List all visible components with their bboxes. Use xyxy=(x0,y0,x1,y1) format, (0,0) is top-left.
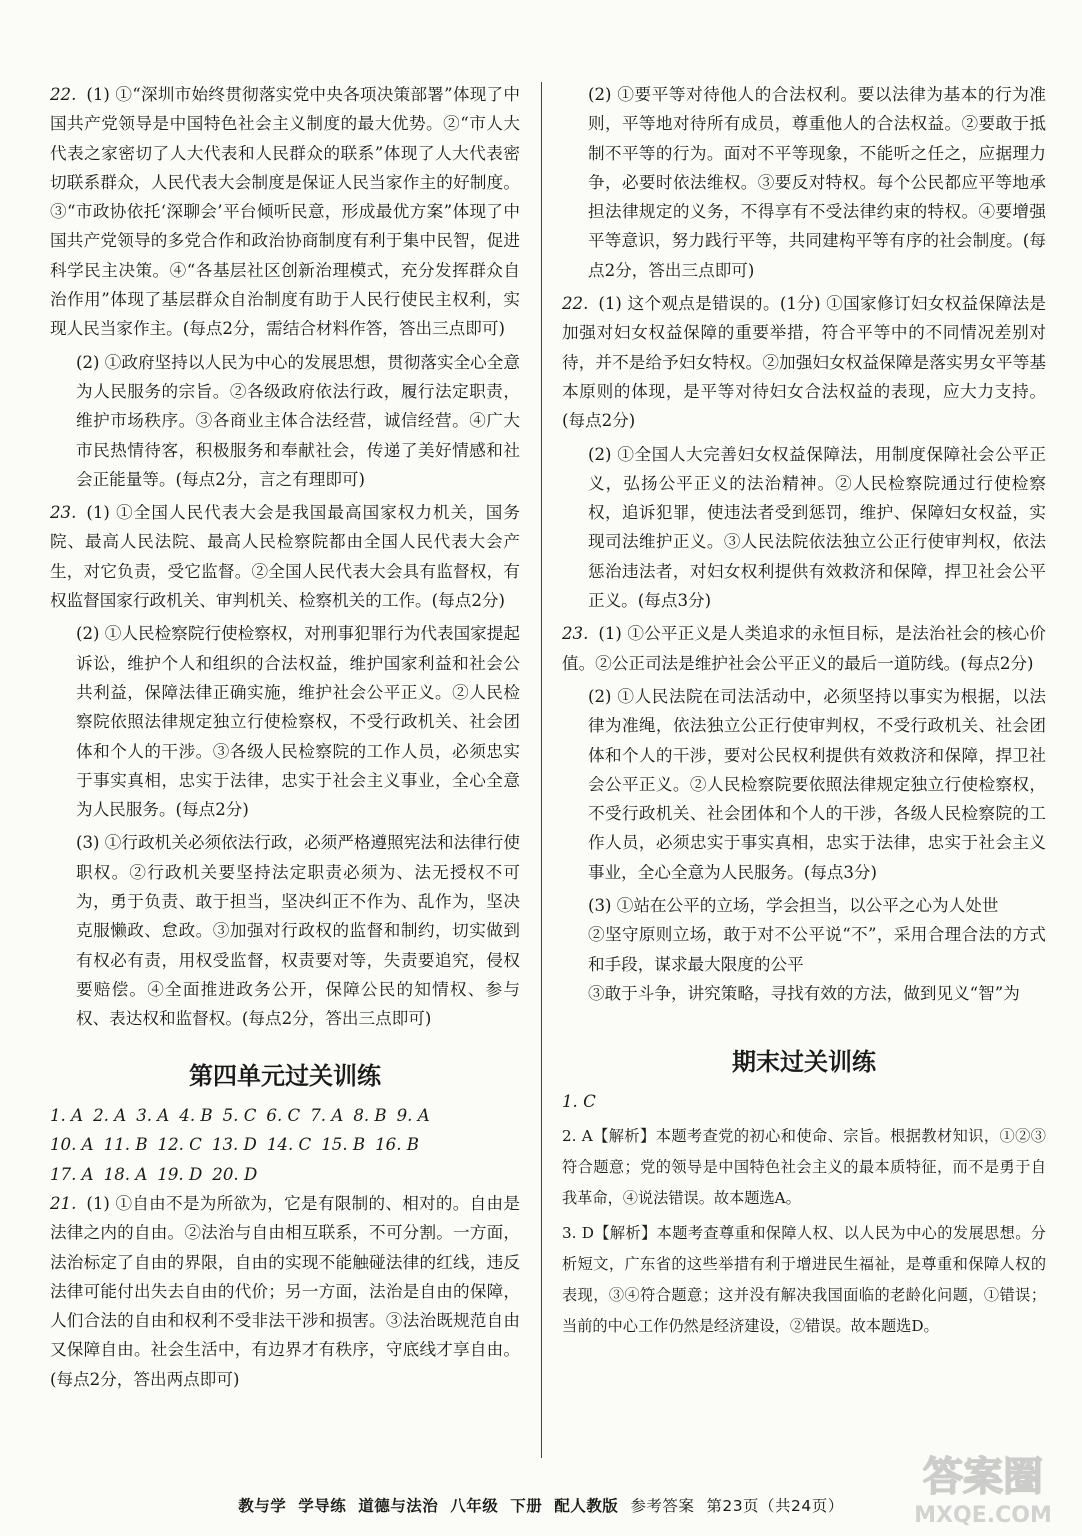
answer-row-1: 1. A 2. A 3. A 4. B 5. C 6. C 7. A 8. B 9. A xyxy=(50,1105,430,1125)
left-column xyxy=(50,80,520,1398)
q21-part1: 21. (1) ①自由不是为所欲为，它是有限制的、相对的。自由是法律之内的自由。②法治与自由相互联系，不可分割。一方面，法治标定了自由的界限，自由的实现不能触碰法律的红线，违反法律可能付出失去自由的代价；另一方面，法治是自由的保障，人们合法的自由和权利不受非法干涉和损害。③法治既规范自由又保障自由。社会生活中，有边界才有秩序，守底线才享自由。(每点2分，答出两点即可) xyxy=(50,1194,520,1389)
section-title-final: 期末过关训练 xyxy=(732,1048,876,1077)
final-answer-1: 1. C xyxy=(562,1092,596,1112)
q23-part2: (2) ①人民检察院行使检察权，对刑事犯罪行为代表国家提起诉讼，维护个人和组织的合法权益，维护国家利益和社会公共利益，保障法律正确实施，维护社会公平正义。②人民检察院依照法律规定独立行使检察权，不受行政机关、社会团体和个人的干涉。③各级人民检察院的工作人员，必须忠实于事实真相，忠实于法律，忠实于社会主义事业，全心全意为人民服务。(每点2分) xyxy=(76,624,520,820)
question-number: 22. xyxy=(50,85,77,104)
right-column xyxy=(562,80,1046,1346)
answer-row-2: 10. A 11. B 12. C 13. D 14. C 15. B 16. B xyxy=(50,1135,419,1154)
q22-part2: (2) ①政府坚持以人民为中心的发展思想，贯彻落实全心全意为人民服务的宗旨。②各级政府依法行政，履行法定职责，维护市场秩序。③各商业主体合法经营，诚信经营。④广大市民热情待客，积极服务和奉献社会，传递了美好情感和社会正能量等。(每点2分，言之有理即可) xyxy=(76,352,520,489)
question-number: 23. xyxy=(50,503,77,523)
question-number: 21. xyxy=(50,1194,77,1213)
q23-part1-right: 23. (1) ①公平正义是人类追求的永恒目标，是法治社会的核心价值。②公正司法是维护社会公平正义的最后一道防线。(每点2分) xyxy=(562,624,1046,673)
final-answer-2: 2. A【解析】本题考查党的初心和使命、宗旨。根据教材知识，①②③符合题意；党的领导是中国特色社会主义的最本质特征，而不是勇于自我革命，④说法错误。故本题选A。 xyxy=(562,1126,1046,1207)
question-number: 22. xyxy=(562,294,589,314)
watermark-logo xyxy=(898,1442,1068,1532)
column-divider xyxy=(541,82,542,1458)
q22-part2-right: (2) ①全国人大完善妇女权益保障法，用制度保障社会公平正义，弘扬公平正义的法治精神。②人民检察院通过行使检察权，追诉犯罪，使违法者受到惩罚，维护、保障妇女权益，实现司法维护正义。③人民法院依法独立公正行使审判权，依法惩治违法者，对妇女权利提供有效救济和保障，捍卫社会公平正义。(每点3分) xyxy=(588,444,1046,611)
question-number: 23. xyxy=(562,624,589,644)
q23-part2-right: (2) ①人民法院在司法活动中，必须坚持以事实为根据，以法律为准绳，依法独立公正行使审判权，不受行政机关、社会团体和个人的干涉，要对公民权利提供有效救济和保障，捍卫社会公平正义。②人民检察院要依照法律规定独立行使检察权，不受行政机关、社会团体和个人的干涉，各级人民检察院的工作人员，必须忠实于事实真相，忠实于法律，忠实于社会主义事业，全心全意为人民服务。(每点3分) xyxy=(588,686,1046,882)
watermark-bottom: MXQE.COM xyxy=(914,1503,1052,1528)
final-answer-3: 3. D【解析】本题考查尊重和保障人权、以人民为中心的发展思想。分析短文，广东省的这些举措有利于增进民生福祉，是尊重和保障人权的表现，③④符合题意；这并没有解决我国面临的老龄化问题，①错误；当前的中心工作仍然是经济建设，②错误。故本题选D。 xyxy=(562,1223,1046,1335)
watermark-top: 答案圈 xyxy=(923,1454,1043,1500)
q21-part2: (2) ①要平等对待他人的合法权利。要以法律为基本的行为准则，平等地对待所有成员，尊重他人的合法权益。②要敢于抵制不平等的行为。面对不平等现象，不能听之任之，应据理力争，必要时依法维权。③要反对特权。每个公民都应平等地承担法律规定的义务，不得享有不受法律约束的特权。④要增强平等意识，努力践行平等，共同建构平等有序的社会制度。(每点2分，答出三点即可) xyxy=(588,85,1046,280)
q22-part1: 22. (1) ①“深圳市始终贯彻落实党中央各项决策部署”体现了中国共产党领导是中国特色社会主义制度的最大优势。②“市人大代表之家密切了人大代表和人民群众的联系”体现了人大代表密切联系群众，人民代表大会制度是保证人民当家作主的好制度。③“市政协依托‘深聊会’平台倾听民意，形成最优方案”体现了中国共产党领导的多党合作和政治协商制度有利于集中民智，促进科学民主决策。④“各基层社区创新治理模式，充分发挥群众自治作用”体现了基层群众自治制度有助于人民行使民主权利，实现人民当家作主。(每点2分，需结合材料作答，答出三点即可) xyxy=(50,85,520,339)
q23-part3-right: (3) ①站在公平的立场，学会担当，以公平之心为人处世 ②坚守原则立场，敢于对不公平说“不”，采用合理合法的方式和手段，谋求最大限度的公平 ③敢于斗争，讲究策略，寻找有效的方法，做到见义“智”为 xyxy=(588,896,1046,1003)
section-title-unit4: 第四单元过关训练 xyxy=(189,1061,381,1090)
page-footer: 教与学 学导练 道德与法治 八年级 下册 配人教版 参考答案 第23页（共24页） xyxy=(238,1497,844,1515)
q22-part1-right: 22. (1) 这个观点是错误的。(1分) ①国家修订妇女权益保障法是加强对妇女权益保障的重要举措，符合平等中的不同情况差别对待，并不是给予妇女特权。②加强妇女权益保障是落实男女平等基本原则的体现，是平等对待妇女合法权益的表现，应大力支持。(每点2分) xyxy=(562,294,1046,431)
q23-part3: (3) ①行政机关必须依法行政，必须严格遵照宪法和法律行使职权。②行政机关要坚持法定职责必须为、法无授权不可为，勇于负责、敢于担当，坚决纠正不作为、乱作为，坚决克服懒政、怠政。③加强对行政权的监督和制约，切实做到有权必有责，用权受监督，权责要对等，失责要追究，侵权要赔偿。④全面推进政务公开，保障公民的知情权、参与权、表达权和监督权。(每点2分，答出三点即可) xyxy=(76,833,520,1029)
answer-row-3: 17. A 18. A 19. D 20. D xyxy=(50,1164,258,1184)
q23-part1: 23. (1) ①全国人民代表大会是我国最高国家权力机关，国务院、最高人民法院、最高人民检察院都由全国人民代表大会产生，对它负责，受它监督。②全国人民代表大会具有监督权，有权监督国家行政机关、审判机关、检察机关的工作。(每点2分) xyxy=(50,503,520,611)
